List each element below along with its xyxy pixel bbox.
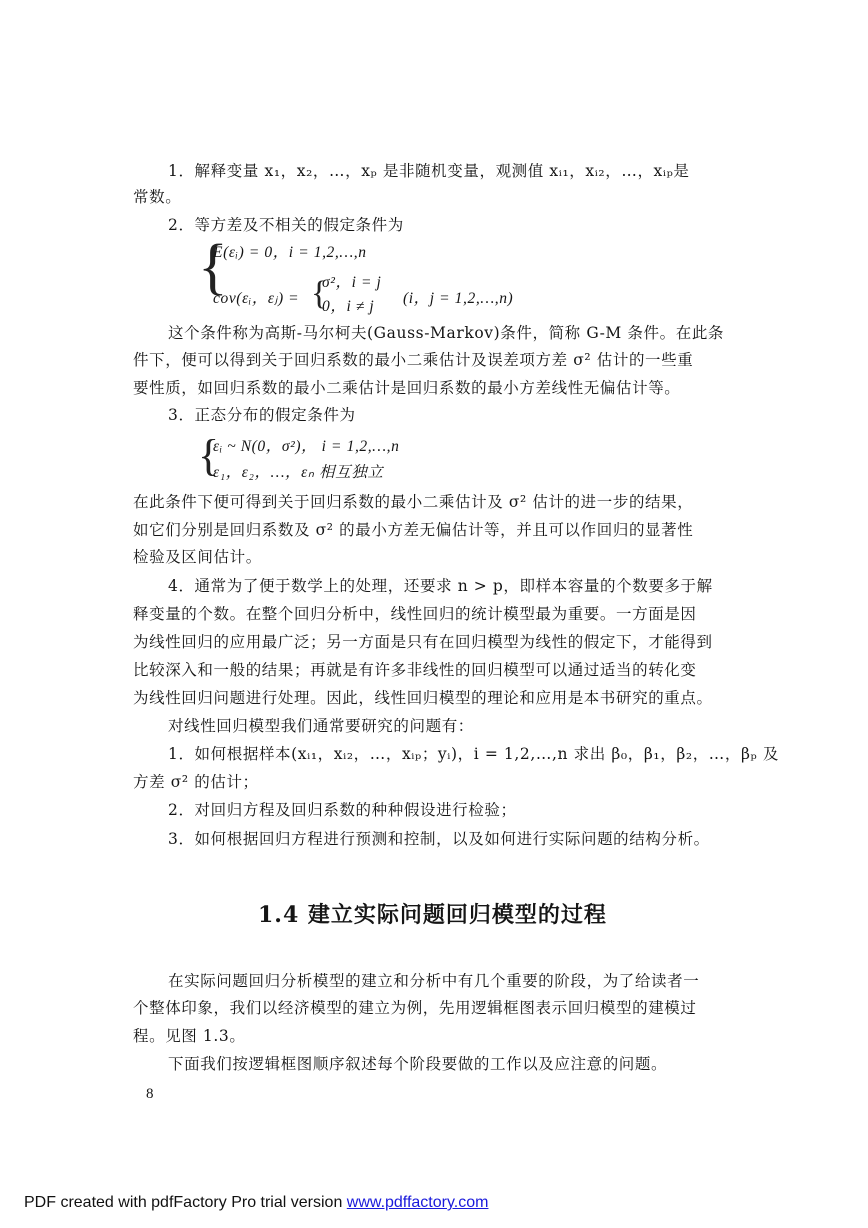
- text-line: 下面我们按逻辑框图顺序叙述每个阶段要做的工作以及应注意的问题。: [168, 1055, 668, 1073]
- text-line: 个整体印象，我们以经济模型的建立为例，先用逻辑框图表示回归模型的建模过: [133, 999, 697, 1017]
- text-line: 2．对回归方程及回归系数的种种假设进行检验；: [168, 801, 517, 819]
- text-line: 1．解释变量 x₁，x₂，…，xₚ 是非随机变量，观测值 xᵢ₁，xᵢ₂，…，xᵢₚ是: [168, 162, 690, 180]
- footer-link[interactable]: www.pdffactory.com: [346, 1194, 489, 1211]
- text-line: 3．正态分布的假定条件为: [168, 406, 356, 424]
- text-line: 在实际问题回归分析模型的建立和分析中有几个重要的阶段，为了给读者一: [168, 972, 700, 990]
- left-brace: {: [198, 431, 220, 480]
- equation-line: (i，j = 1,2,…,n): [403, 290, 514, 307]
- text-line: 这个条件称为高斯-马尔柯夫(Gauss-Markov)条件，简称 G-M 条件。在此条: [168, 324, 725, 342]
- equation-line: σ²，i = j: [322, 274, 382, 291]
- footer-text: PDF created with pdfFactory Pro trial version: [24, 1194, 347, 1211]
- text-line: 常数。: [133, 188, 182, 206]
- text-line: 2．等方差及不相关的假定条件为: [168, 216, 404, 234]
- text-line: 3．如何根据回归方程进行预测和控制，以及如何进行实际问题的结构分析。: [168, 830, 710, 848]
- section-heading: 1.4 建立实际问题回归模型的过程: [258, 902, 607, 928]
- text-line: 1．如何根据样本(xᵢ₁，xᵢ₂，…，xᵢₚ；yᵢ)，i = 1,2,…,n 求出 β₀，β₁，β₂，…，βₚ 及: [168, 745, 779, 763]
- left-brace: {: [311, 275, 328, 312]
- equation-line: ε₁，ε₂，…，εₙ 相互独立: [213, 464, 384, 481]
- text-line: 检验及区间估计。: [133, 548, 262, 566]
- pdf-footer: [24, 1194, 488, 1212]
- text-line: 程。见图 1.3。: [133, 1027, 246, 1045]
- text-line: 如它们分别是回归系数及 σ² 的最小方差无偏估计等，并且可以作回归的显著性: [133, 521, 694, 539]
- text-line: 在此条件下便可得到关于回归系数的最小二乘估计及 σ² 估计的进一步的结果，: [133, 493, 694, 511]
- equation-line: cov(εᵢ，εⱼ) =: [213, 290, 300, 307]
- text-line: 为线性回归的应用最广泛；另一方面是只有在回归模型为线性的假定下，才能得到: [133, 633, 713, 651]
- equation-line: E(εᵢ) = 0，i = 1,2,…,n: [213, 244, 367, 261]
- page-number: 8: [146, 1086, 154, 1102]
- text-line: 释变量的个数。在整个回归分析中，线性回归的统计模型最为重要。一方面是因: [133, 605, 697, 623]
- text-line: 要性质，如回归系数的最小二乘估计是回归系数的最小方差线性无偏估计等。: [133, 379, 681, 397]
- text-line: 方差 σ² 的估计；: [133, 773, 259, 791]
- text-line: 对线性回归模型我们通常要研究的问题有：: [168, 717, 474, 735]
- equation-line: 0，i ≠ j: [322, 298, 375, 315]
- text-line: 比较深入和一般的结果；再就是有许多非线性的回归模型可以通过适当的转化变: [133, 661, 697, 679]
- text-line: 4．通常为了便于数学上的处理，还要求 n > p，即样本容量的个数要多于解: [168, 577, 713, 595]
- text-line: 为线性回归问题进行处理。因此，线性回归模型的理论和应用是本书研究的重点。: [133, 689, 713, 707]
- text-line: 件下，便可以得到关于回归系数的最小二乘估计及误差项方差 σ² 估计的一些重: [133, 351, 694, 369]
- left-brace: {: [198, 233, 228, 301]
- equation-line: εᵢ ~ N(0，σ²)， i = 1,2,…,n: [213, 438, 400, 455]
